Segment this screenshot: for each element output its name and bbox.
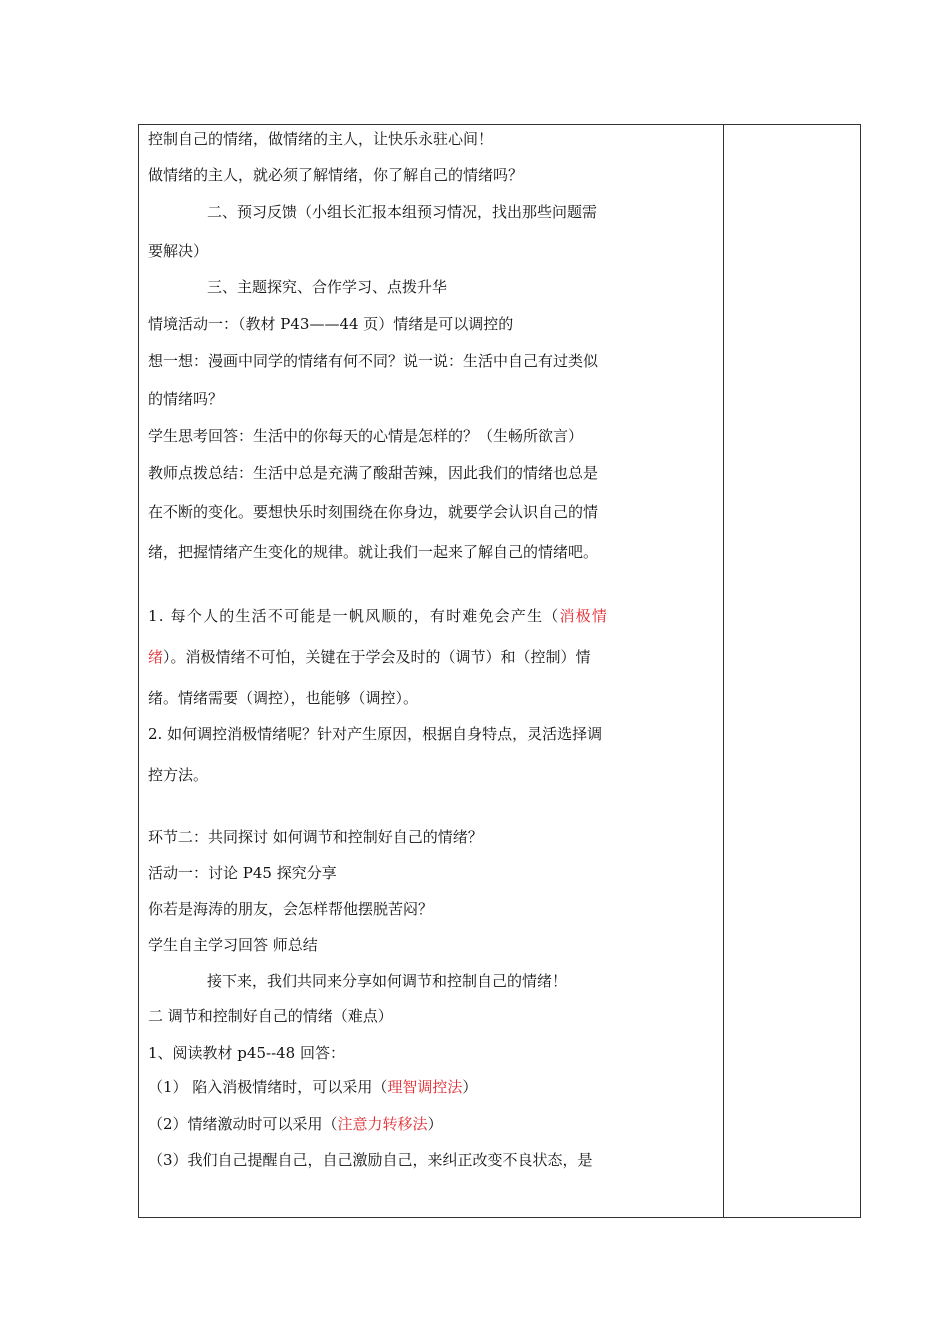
text-line: （3）我们自己提醒自己，自己激励自己，来纠正改变不良状态，是 [148, 1151, 593, 1169]
text-line: 教师点拨总结：生活中总是充满了酸甜苦辣，因此我们的情绪也总是 [148, 464, 599, 482]
text-line: 的情绪吗？ [148, 390, 224, 408]
text-span: ）。消极情绪不可怕，关键在于学会及时的（调节）和（控制）情 [163, 648, 591, 666]
lesson-table [138, 124, 861, 1218]
text-line: 要解决） [148, 242, 209, 260]
text-line [148, 606, 608, 626]
section-heading-preview-feedback: 二、预习反馈（小组长汇报本组预习情况，找出那些问题需 [207, 203, 598, 221]
text-line [148, 647, 591, 667]
text-span: （1） 陷入消极情绪时，可以采用（ [148, 1078, 388, 1096]
text-line: 做情绪的主人，就必须了解情绪，你了解自己的情绪吗？ [148, 166, 524, 184]
text-span: 1. 每个人的生活不可能是一帆风顺的，有时难免会产生（ [148, 607, 560, 625]
text-line: 学生思考回答：生活中的你每天的心情是怎样的？（生畅所欲言） [148, 427, 584, 445]
text-span: （2）情绪激动时可以采用（ [148, 1115, 338, 1133]
text-line [148, 1114, 443, 1134]
answer-highlight: 注意力转移法 [337, 1115, 428, 1133]
text-line: 活动一：讨论 P45 探究分享 [148, 864, 337, 882]
text-line: 想一想：漫画中同学的情绪有何不同？说一说：生活中自己有过类似 [148, 352, 599, 370]
text-span: ） [462, 1078, 478, 1096]
notes-cell [724, 125, 860, 1217]
section-heading-step-two: 环节二：共同探讨 如何调节和控制好自己的情绪？ [148, 828, 483, 846]
text-span: ） [427, 1115, 443, 1133]
text-line: 绪，把握情绪产生变化的规律。就让我们一起来了解自己的情绪吧。 [148, 543, 599, 561]
text-line: 接下来，我们共同来分享如何调节和控制自己的情绪！ [207, 972, 568, 990]
text-line: 在不断的变化。要想快乐时刻围绕在你身边，就要学会认识自己的情 [148, 503, 599, 521]
text-line: 你若是海涛的朋友，会怎样帮他摆脱苦闷？ [148, 900, 434, 918]
answer-highlight: 绪 [148, 648, 164, 666]
text-line: 控方法。 [148, 766, 209, 784]
text-line [148, 1077, 477, 1097]
text-line: 2. 如何调控消极情绪呢？针对产生原因，根据自身特点，灵活选择调 [148, 725, 603, 743]
section-heading-regulate-emotions: 二 调节和控制好自己的情绪（难点） [148, 1007, 393, 1025]
answer-highlight: 消极情 [559, 607, 609, 625]
answer-highlight: 理智调控法 [387, 1078, 463, 1096]
text-line: 控制自己的情绪，做情绪的主人，让快乐永驻心间！ [148, 130, 494, 148]
text-line: 情境活动一：（教材 P43——44 页）情绪是可以调控的 [148, 315, 514, 333]
text-line: 绪。情绪需要（调控），也能够（调控）。 [148, 689, 419, 707]
content-cell [139, 125, 724, 1217]
text-line: 1、阅读教材 p45--48 回答： [148, 1044, 345, 1062]
section-heading-theme-explore: 三、主题探究、合作学习、点拨升华 [207, 278, 448, 296]
text-line: 学生自主学习回答 师总结 [148, 936, 318, 954]
